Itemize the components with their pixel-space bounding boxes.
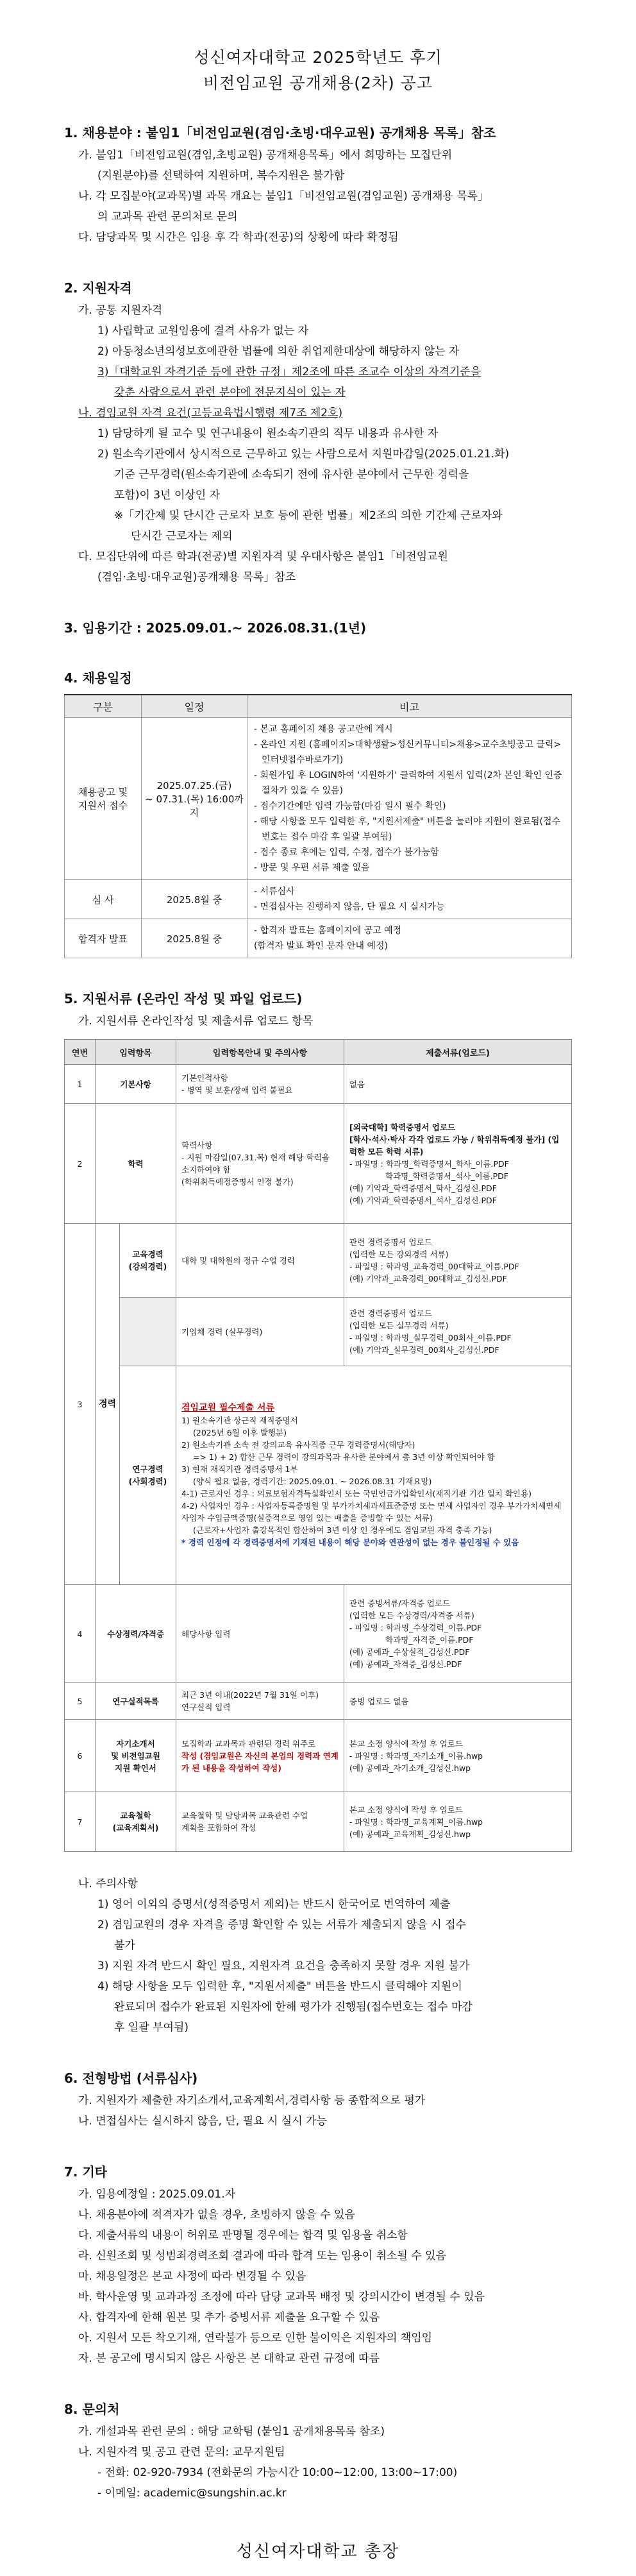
section-contact <box>64 2400 572 2504</box>
docs-line: (예) 공예과_수상실적_김성신.PDF <box>349 1647 470 1657</box>
section-precautions <box>64 1874 572 2038</box>
precaution-4-cont2: 후 일괄 부여됨) <box>114 2021 188 2034</box>
precaution-4: 4) 해당 사항을 모두 입력한 후, "지원서제출" 버튼을 반드시 클릭해야 지원이 <box>97 1980 462 1993</box>
document-title <box>64 45 572 96</box>
schedule-row-review <box>65 880 572 919</box>
section-schedule <box>64 668 572 958</box>
precaution-2: 2) 겸임교원의 경우 자격을 증명 확인할 수 있는 서류가 제출되지 않을 시 접수 <box>97 1919 466 1931</box>
docs-line: - 파일명 : 학과명_실무경력_00회사_이름.PDF <box>349 1333 512 1343</box>
subitem-line: (강의경력) <box>128 1262 167 1271</box>
row-number: 3 <box>65 1224 96 1585</box>
docs-line: 본교 소정 양식에 작성 후 업로드 <box>349 1738 463 1749</box>
row-docs: 없음 <box>344 1065 572 1104</box>
s1-item-da: 다. 담당과목 및 시간은 임용 후 각 학과(전공)의 상황에 따라 확정됨 <box>78 231 399 244</box>
col-item: 입력항목 <box>96 1040 176 1065</box>
contact-email: - 이메일: academic@sungshin.ac.kr <box>97 2487 287 2500</box>
docs-line: (예) 공예과_자격증_김성신.PDF <box>349 1659 462 1669</box>
section-qualifications <box>64 278 572 588</box>
documents-row-research <box>65 1683 572 1720</box>
cell-date: 2025.8월 중 <box>142 919 247 958</box>
row-docs <box>344 1298 572 1366</box>
docs-line: - 파일명 : 학과명_학력증명서_학사_이름.PDF <box>349 1158 509 1169</box>
section-application-documents <box>64 989 572 1852</box>
col-docs: 제출서류(업로드) <box>344 1040 572 1065</box>
subitem-line: (사회경력) <box>128 1477 167 1486</box>
title-line-1: 성신여자대학교 2025학년도 후기 <box>194 48 442 67</box>
s2-note-cont: 단시간 근로자는 제외 <box>131 530 233 543</box>
row-docs <box>344 1224 572 1298</box>
docs-line: 학과명_학력증명서_석사_이름.PDF <box>385 1171 508 1181</box>
section-recruitment-field <box>64 123 572 248</box>
adjunct-required-docs <box>176 1366 572 1585</box>
item-line: 교육철학 <box>120 1811 151 1820</box>
docs-line: - 파일명 : 학과명_교육계획_이름.hwp <box>349 1817 483 1827</box>
remark-line: (합격자 발표 확인 문자 안내 예정) <box>254 941 388 951</box>
guide-line: - 지원 마감일(07.31.목) 현재 해당 학력을 소지하여야 함 <box>181 1153 330 1174</box>
remark-line: - 서류심사 <box>254 886 295 897</box>
s7-item: 가. 임용예정일 : 2025.09.01.자 <box>78 2188 236 2201</box>
required-docs-line: 3) 현재 재직기관 경력증명서 1부 <box>181 1464 298 1474</box>
required-docs-line: (2025년 6월 이후 발행분) <box>193 1428 287 1437</box>
s7-item: 다. 제출서류의 내용이 허위로 판명될 경우에는 합격 및 임용을 취소함 <box>78 2229 408 2242</box>
row-number: 7 <box>65 1792 96 1852</box>
schedule-row-application <box>65 718 572 880</box>
remark-line: - 본교 홈페이지 채용 공고란에 게시 <box>254 724 393 734</box>
row-subitem <box>120 1366 176 1585</box>
guide-line: 모집학과 교과목과 관련된 경력 위주로 <box>181 1738 316 1749</box>
remark-line: - 해당 사항을 모두 입력한 후, "지원서제출" 버튼을 눌러야 지원이 완료됨(접수번호는 접수 마감 후 일괄 부여됨) <box>254 817 561 842</box>
row-item <box>96 1792 176 1852</box>
s1-item-ga: 가. 붙임1「비전임교원(겸임,초빙교원) 공개채용목록」에서 희망하는 모집단위 <box>78 149 453 162</box>
row-guide: 기업체 경력 (실무경력) <box>176 1298 344 1366</box>
docs-line: (예) 기악과_학력증명서_학사_김성신.PDF <box>349 1183 497 1193</box>
row-number: 5 <box>65 1683 96 1720</box>
required-docs-line: (근로자+사업자 출강목적인 합산하여 3년 이상 인 경우에도 겸임교원 자격 충족 가능) <box>193 1525 492 1535</box>
cell-remarks <box>247 880 572 919</box>
section-7-heading: 7. 기타 <box>64 2164 108 2180</box>
documents-row-teaching-philosophy <box>65 1792 572 1852</box>
s2-common-3: 3)「대학교원 자격기준 등에 관한 규정」제2조에 따른 조교수 이상의 자격기준을 <box>97 366 481 378</box>
row-docs: 증빙 업로드 없음 <box>344 1683 572 1720</box>
s2-adjunct-heading: 나. 겸임교원 자격 요건(고등교육법시행령 제7조 제2호) <box>78 407 343 419</box>
item-line: 지원 확인서 <box>115 1763 156 1773</box>
remark-line: - 접수기간에만 입력 가능함(마감 일시 필수 확인) <box>254 801 446 811</box>
cell-category: 심 사 <box>65 880 142 919</box>
precautions-heading: 나. 주의사항 <box>78 1877 138 1890</box>
row-subitem-empty <box>120 1298 176 1366</box>
signature-president: 성신여자대학교 총장 <box>236 2542 400 2561</box>
remark-line: - 온라인 지원 (홈페이지>대학생활>성신커뮤니티>채용>교수초빙공고 클릭>인터넷접수바로가기) <box>254 740 562 765</box>
date-text: ~ 07.31.(목) 16:00까지 <box>145 793 244 818</box>
s1-item-na-cont: 의 교과목 관련 문의처로 문의 <box>97 210 238 223</box>
s2-common-2: 2) 아동청소년의성보호에관한 법률에 의한 취업제한대상에 해당하지 않는 자 <box>97 345 460 358</box>
cell-category: 합격자 발표 <box>65 919 142 958</box>
row-item: 경력 <box>96 1224 120 1585</box>
required-docs-title: 겸임교원 필수제출 서류 <box>181 1403 274 1413</box>
s7-item: 자. 본 공고에 명시되지 않은 사항은 본 대학교 관련 규정에 따름 <box>78 2352 380 2365</box>
row-number: 6 <box>65 1720 96 1792</box>
cell-date <box>142 718 247 880</box>
s7-item: 나. 채용분야에 적격자가 없을 경우, 초빙하지 않을 수 있음 <box>78 2208 355 2221</box>
s8-item-ga: 가. 개설과목 관련 문의 : 해당 교학팀 (붙임1 공개채용목록 참조) <box>78 2425 385 2438</box>
row-number: 2 <box>65 1104 96 1224</box>
precaution-4-cont: 완료되며 접수가 완료된 지원자에 한해 평가가 진행됨(접수번호는 접수 마감 <box>114 2001 473 2013</box>
docs-line: - 파일명 : 학과명_수상경력_이름.PDF <box>349 1623 482 1632</box>
docs-line: (입력한 모든 실무경력 서류) <box>349 1321 449 1330</box>
s8-item-na: 나. 지원자격 및 공고 관련 문의: 교무지원팀 <box>78 2446 285 2459</box>
row-item: 수상경력/자격증 <box>96 1585 176 1683</box>
required-docs-line: 4-2) 사업자인 경우 : 사업자등록증명원 및 부가가치세과세표준증명 또는 면세 사업자인 경우 부가가치세면세사업자 수입금액증명(실증적으로 영업 있는 매출을 증빙할 수 있는 서류) <box>181 1501 562 1523</box>
s2-item-da-cont: (겸임·초빙·대우교원)공개채용 목록」참조 <box>97 571 296 584</box>
remark-line: - 면접심사는 진행하지 않음, 단 필요 시 실시가능 <box>254 902 445 912</box>
required-docs-line: 1) 원소속기관 상근직 재직증명서 <box>181 1416 298 1425</box>
row-guide: 해당사항 입력 <box>176 1585 344 1683</box>
s6-item-ga: 가. 지원자가 제출한 자기소개서,교육계획서,경력사항 등 종합적으로 평가 <box>78 2094 426 2107</box>
docs-line: (예) 공예과_자기소개_김성신.hwp <box>349 1763 471 1773</box>
docs-line: (예) 기악과_교육경력_00대학교_김성신.PDF <box>349 1274 507 1284</box>
section-3-heading: 3. 임용기간 : 2025.09.01.~ 2026.08.31.(1년) <box>64 620 367 636</box>
s2-adjunct-1: 1) 담당하게 될 교수 및 연구내용이 원소속기관의 직무 내용과 유사한 자 <box>97 427 439 440</box>
section-5-heading: 5. 지원서류 (온라인 작성 및 파일 업로드) <box>64 991 303 1006</box>
docs-line: - 파일명 : 학과명_교육경력_00대학교_이름.PDF <box>349 1262 519 1271</box>
section-1-heading: 1. 채용분야 : 붙임1「비전임교원(겸임·초빙·대우교원) 공개채용 목록」참조 <box>64 125 496 140</box>
docs-line: 관련 경력증명서 업로드 <box>349 1237 432 1247</box>
row-number: 1 <box>65 1065 96 1104</box>
docs-line: [외국대학] 학력증명서 업로드 <box>349 1122 456 1132</box>
row-docs <box>344 1104 572 1224</box>
docs-line: 본교 소정 양식에 작성 후 업로드 <box>349 1804 463 1815</box>
section-appointment-period <box>64 618 572 638</box>
s2-common-heading: 가. 공통 지원자격 <box>78 304 163 317</box>
s1-item-ga-cont: (지원분야)를 선택하여 지원하며, 복수지원은 불가함 <box>97 169 345 182</box>
cell-remarks <box>247 919 572 958</box>
row-docs <box>344 1792 572 1852</box>
section-4-heading: 4. 채용일정 <box>64 670 132 686</box>
category-text: 채용공고 및 <box>78 786 128 798</box>
s2-note: ※「기간제 및 단시간 근로자 보호 등에 관한 법률」제2조의 의한 기간제 근로자와 <box>114 509 503 522</box>
docs-line: - 파일명 : 학과명_자기소개_이름.hwp <box>349 1750 483 1761</box>
section-selection-method <box>64 2069 572 2131</box>
row-guide <box>176 1104 344 1224</box>
docs-line: (예) 기악과_학력증명서_석사_김성신.PDF <box>349 1195 497 1205</box>
row-item: 기본사항 <box>96 1065 176 1104</box>
row-guide <box>176 1683 344 1720</box>
cell-remarks <box>247 718 572 880</box>
s2-adjunct-2-cont2: 포함)이 3년 이상인 자 <box>114 489 221 502</box>
col-date: 일정 <box>142 695 247 718</box>
section-other <box>64 2162 572 2369</box>
required-docs-line: => 1) + 2) 합산 근무 경력이 강의과목과 유사한 분야에서 총 3년 이상 확인되어야 함 <box>193 1452 495 1462</box>
category-text: 지원서 접수 <box>78 800 128 811</box>
schedule-header-row <box>65 695 572 718</box>
s5-sub-heading: 가. 지원서류 온라인작성 및 제출서류 업로드 항목 <box>78 1015 314 1028</box>
item-line: 자기소개서 <box>116 1738 155 1749</box>
documents-row-awards <box>65 1585 572 1683</box>
col-remarks: 비고 <box>247 695 572 718</box>
row-subitem <box>120 1224 176 1298</box>
remark-line: - 방문 및 우편 서류 제출 없음 <box>254 863 370 873</box>
s2-adjunct-2-cont: 기준 근무경력(원소속기관에 소속되기 전에 유사한 분야에서 근무한 경력을 <box>114 468 469 481</box>
section-8-heading: 8. 문의처 <box>64 2402 120 2417</box>
cell-category <box>65 718 142 880</box>
guide-line: 연구실적 입력 <box>181 1702 231 1712</box>
documents-row-self-intro <box>65 1720 572 1792</box>
row-item: 연구실적목록 <box>96 1683 176 1720</box>
docs-line: [학사·석사·박사 각각 업로드 가능 / 학위취득예정 불가] (입력한 모든 학력 서류) <box>349 1134 560 1157</box>
documents-row-career-industry <box>65 1298 572 1366</box>
documents-row-education <box>65 1104 572 1224</box>
documents-row-basic <box>65 1065 572 1104</box>
required-docs-line: (양식 필요 없음, 경력기간: 2025.09.01. ~ 2026.08.31 기재요망) <box>193 1477 432 1486</box>
docs-line: (입력한 모든 강의경력 서류) <box>349 1250 449 1259</box>
required-docs-note: * 경력 인정에 각 경력증명서에 기재된 내용이 해당 분야와 연관성이 없는 경우 불인정될 수 있음 <box>181 1538 519 1547</box>
subitem-line: 교육경력 <box>132 1250 163 1259</box>
s7-item: 마. 채용일정은 본교 사정에 따라 변경될 수 있음 <box>78 2270 306 2283</box>
schedule-row-announcement <box>65 919 572 958</box>
guide-line: 기본인적사항 <box>181 1073 228 1083</box>
s7-item: 아. 지원서 모든 착오기재, 연락불가 등으로 인한 불이익은 지원자의 책임임 <box>78 2332 433 2344</box>
row-guide <box>176 1065 344 1104</box>
row-guide: 대학 및 대학원의 정규 수업 경력 <box>176 1224 344 1298</box>
row-docs <box>344 1720 572 1792</box>
title-line-2: 비전임교원 공개채용(2차) 공고 <box>203 74 433 92</box>
guide-line: 계획을 포함하여 작성 <box>181 1823 256 1833</box>
row-item <box>96 1720 176 1792</box>
s2-common-1: 1) 사립학교 교원임용에 결격 사유가 없는 자 <box>97 325 309 337</box>
docs-line: (예) 공예과_교육계획_김성신.hwp <box>349 1829 471 1839</box>
guide-line: - 병역 및 보훈/장애 입력 불필요 <box>181 1085 293 1095</box>
schedule-table <box>64 694 572 958</box>
section-2-heading: 2. 지원자격 <box>64 280 132 296</box>
remark-line: - 합격자 발표는 홈페이지에 공고 예정 <box>254 926 402 936</box>
col-guide: 입력항목안내 및 주의사항 <box>176 1040 344 1065</box>
required-docs-line: 4-1) 근로자인 경우 : 의료보험자격득실확인서 또는 국민연금가입확인서(재직기관 기간 일치 확인용) <box>181 1489 531 1498</box>
item-line: 및 비전임교원 <box>111 1750 160 1761</box>
item-line: (교육계획서) <box>112 1823 159 1833</box>
docs-line: 학과명_자격증_이름.PDF <box>385 1635 474 1645</box>
s6-item-na: 나. 면접심사는 실시하지 않음, 단, 필요 시 실시 가능 <box>78 2115 327 2128</box>
docs-line: 관련 증빙서류/자격증 업로드 <box>349 1598 451 1608</box>
row-item: 학력 <box>96 1104 176 1224</box>
s7-item: 사. 합격자에 한해 원본 및 추가 증빙서류 제출을 요구할 수 있음 <box>78 2311 380 2324</box>
row-guide <box>176 1792 344 1852</box>
date-text: 2025.07.25.(금) <box>156 779 232 792</box>
section-6-heading: 6. 전형방법 (서류심사) <box>64 2071 198 2086</box>
subitem-line: 연구경력 <box>132 1464 163 1474</box>
documents-header-row <box>65 1040 572 1065</box>
precaution-2-cont: 불가 <box>114 1939 135 1952</box>
precaution-3: 3) 지원 자격 반드시 확인 필요, 지원자격 요건을 충족하지 못할 경우 지원 불가 <box>97 1960 470 1972</box>
guide-line: 작성 (겸임교원은 자신의 본업의 경력과 연계가 된 내용을 작성하여 작성) <box>181 1750 339 1773</box>
col-no: 연번 <box>65 1040 96 1065</box>
documents-row-career-teaching <box>65 1224 572 1298</box>
s2-adjunct-2: 2) 원소속기관에서 상시적으로 근무하고 있는 사람으로서 지원마감일(2025.01.21.화) <box>97 448 510 461</box>
documents-table <box>64 1039 572 1852</box>
contact-phone: - 전화: 02-920-7934 (전화문의 가능시간 10:00~12:00, 13:00~17:00) <box>97 2466 458 2479</box>
precaution-1: 1) 영어 이외의 증명서(성적증명서 제외)는 반드시 한국어로 번역하여 제출 <box>97 1898 451 1911</box>
remark-line: - 접수 종료 후에는 입력, 수정, 접수가 불가능함 <box>254 847 439 858</box>
docs-line: (입력한 모든 수상경력/자격증 서류) <box>349 1611 474 1620</box>
remark-line: - 회원가입 후 LOGIN하여 '지원하기' 클릭하여 지원서 입력(2차 본인 확인 인증 절차가 있을 수 있음) <box>254 770 562 796</box>
s2-common-3-cont: 갖춘 사람으로서 관련 분야에 전문지식이 있는 자 <box>114 386 346 399</box>
docs-line: 관련 경력증명서 업로드 <box>349 1309 432 1318</box>
s7-item: 바. 학사운영 및 교과과정 조정에 따라 담당 교과목 배정 및 강의시간이 변경될 수 있음 <box>78 2291 485 2303</box>
cell-date: 2025.8월 중 <box>142 880 247 919</box>
guide-line: 최근 3년 이내(2022년 7월 31일 이후) <box>181 1690 319 1700</box>
guide-line: 학력사항 <box>181 1140 213 1150</box>
required-docs-line: 2) 원소속기관 소속 전 강의교육 유사직종 근무 경력증명서(해당자) <box>181 1440 415 1450</box>
row-number: 4 <box>65 1585 96 1683</box>
s2-item-da: 다. 모집단위에 따른 학과(전공)별 지원자격 및 우대사항은 붙임1「비전임교원 <box>78 550 448 563</box>
docs-line: (예) 기악과_실무경력_00회사_김성신.PDF <box>349 1345 499 1355</box>
guide-line: (학위취득예정증명서 인정 불가) <box>181 1177 294 1187</box>
row-docs <box>344 1585 572 1683</box>
s1-item-na: 나. 각 모집분야(교과목)별 과목 개요는 붙임1「비전임교원(겸임교원) 공개채용 목록」 <box>78 190 489 203</box>
documents-row-career-research <box>65 1366 572 1585</box>
row-guide <box>176 1720 344 1792</box>
col-category: 구분 <box>65 695 142 718</box>
s7-item: 라. 신원조회 및 성범죄경력조회 결과에 따라 합격 또는 임용이 취소될 수 있음 <box>78 2250 446 2262</box>
guide-line: 교육철학 및 담당과목 교육관련 수업 <box>181 1811 308 1820</box>
